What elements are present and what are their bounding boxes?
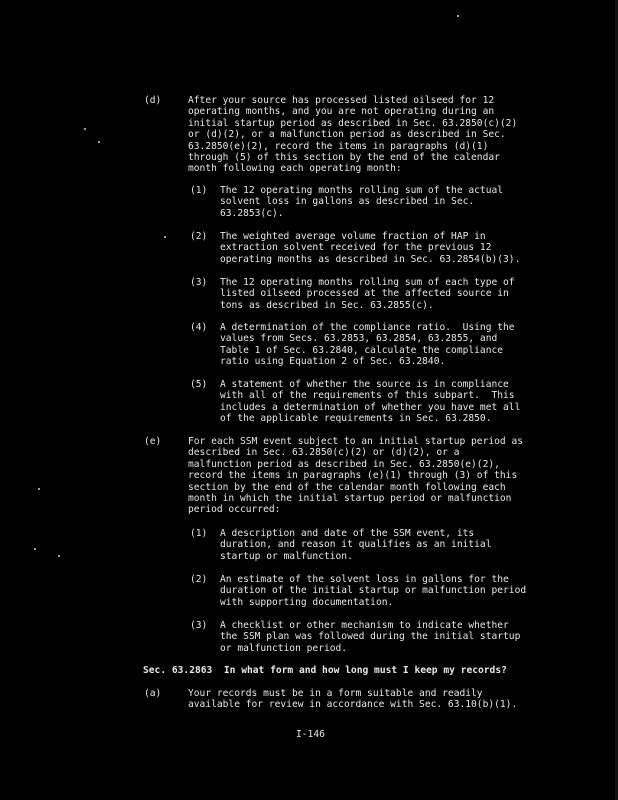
para-d-item-3-text: The 12 operating months rolling sum of each type of listed oilseed processed at the affected source in tons as described in Sec. 63.2855(c). — [220, 277, 515, 311]
para-d-item-1-marker: (1) — [190, 185, 208, 196]
para-d-marker: (d) — [144, 95, 162, 106]
scan-speck — [34, 548, 36, 550]
para-e-item-1-marker: (1) — [190, 528, 208, 539]
para-e-item-3-text: A checklist or other mechanism to indicate whether the SSM plan was followed during the initial startup or malfunction period. — [220, 620, 521, 654]
scan-speck — [84, 128, 86, 130]
para-e-item-1-text: A description and date of the SSM event, its duration, and reason it qualifies as an initial startup or malfunction. — [220, 528, 492, 562]
para-d-item-4-text: A determination of the compliance ratio. Using the values from Secs. 63.2853, 63.2854, 63.2855, and Table 1 of Sec. 63.2840, calculate the compliance ratio using Equation 2 of Sec. 63.2840. — [220, 322, 515, 368]
scan-speck — [38, 488, 40, 490]
para-d-item-5-text: A statement of whether the source is in compliance with all of the requirements of this subpart. This includes a determination of whether you have met all of the applicable requirements in Sec. 63.2850. — [220, 379, 521, 425]
para-e-item-2-text: An estimate of the solvent loss in gallons for the duration of the initial startup or malfunction period with supporting documentation. — [220, 574, 527, 608]
scan-speck — [457, 15, 459, 17]
para-d-item-2-text: The weighted average volume fraction of HAP in extraction solvent received for the previous 12 operating months as described in Sec. 63.2854(b)(3). — [220, 231, 521, 265]
scan-speck — [58, 555, 60, 557]
para-d-item-3-marker: (3) — [190, 277, 208, 288]
para-d-item-1-text: The 12 operating months rolling sum of the actual solvent loss in gallons as described in Sec. 63.2853(c). — [220, 185, 504, 219]
para-e-item-2-marker: (2) — [190, 574, 208, 585]
para-d-item-5-marker: (5) — [190, 379, 208, 390]
para-a-marker: (a) — [144, 688, 162, 699]
para-e-item-3-marker: (3) — [190, 620, 208, 631]
scan-speck — [98, 141, 100, 143]
page-number: I-146 — [296, 729, 325, 740]
scan-speck — [164, 236, 166, 238]
para-e-marker: (e) — [144, 436, 162, 447]
para-d-item-4-marker: (4) — [190, 322, 208, 333]
para-d-text: After your source has processed listed oilseed for 12 operating months, and you are not operating during an initial startup period as described in Sec. 63.2850(c)(2) or (d)(2), or a malfunction period as described in Sec. 63.2850(e)(2), record the items in paragraphs (d)(1) through (5) of this section by the end of the calendar month following each operating month: — [188, 95, 518, 175]
para-e-text: For each SSM event subject to an initial startup period as described in Sec. 63.2850(c)(2) or (d)(2), or a malfunction period as described in Sec. 63.2850(e)(2), record the items in paragraphs (e)(1) through (3) of this section by the end of the calendar month following each month in which the initial startup period or malfunction period occurred: — [188, 436, 524, 516]
para-a-text: Your records must be in a form suitable and readily available for review in accordance with Sec. 63.10(b)(1). — [188, 688, 518, 711]
section-heading: Sec. 63.2863 In what form and how long must I keep my records? — [143, 665, 507, 676]
para-d-item-2-marker: (2) — [190, 231, 208, 242]
